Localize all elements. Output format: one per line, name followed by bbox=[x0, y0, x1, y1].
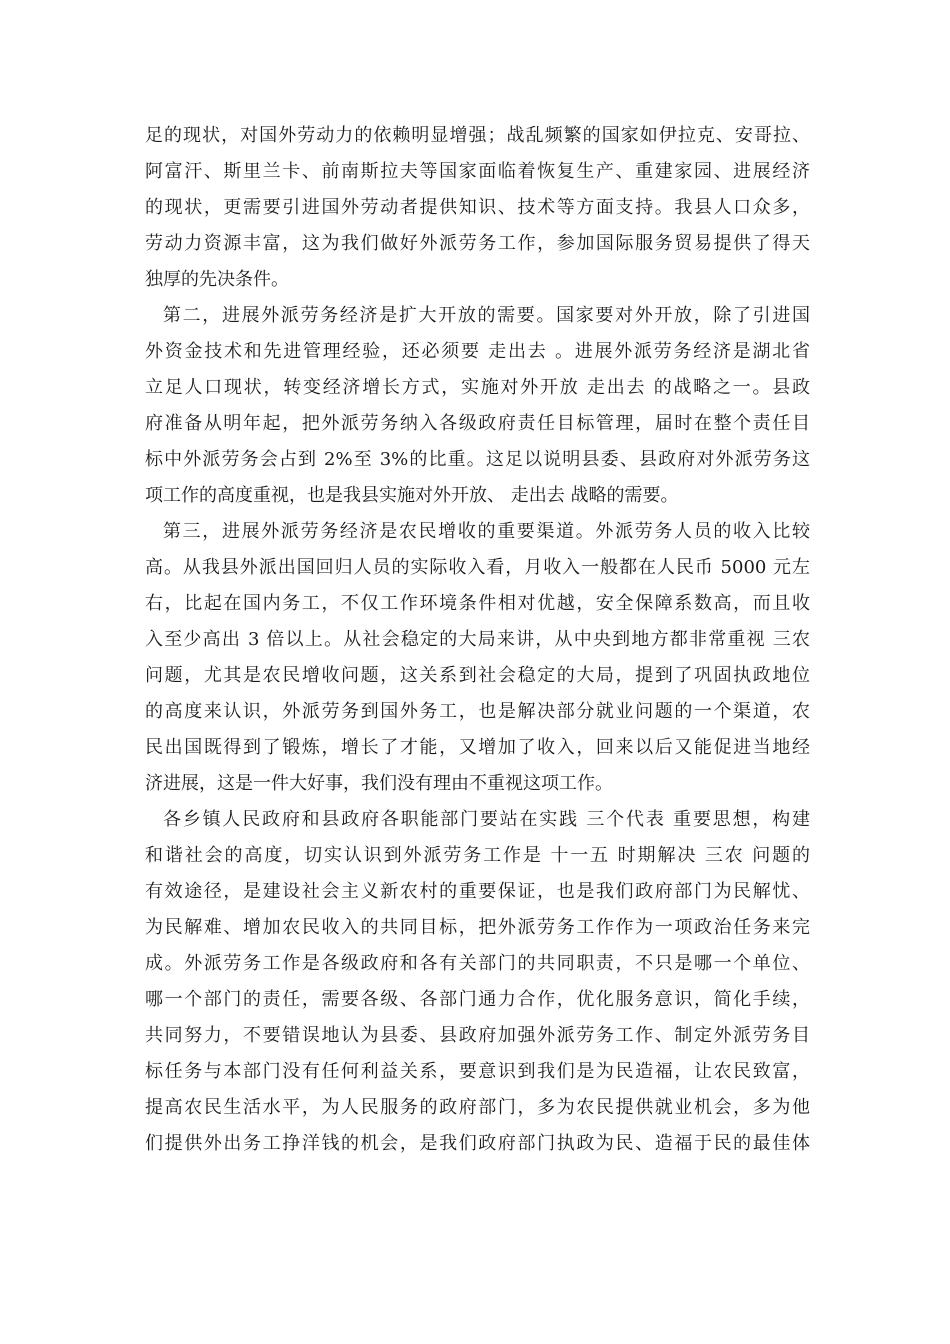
text-line: 足的现状，对国外劳动力的依赖明显增强；战乱频繁的国家如伊拉克、安哥拉、 bbox=[145, 125, 810, 146]
text-line: 立足人口现状，转变经济增长方式，实施对外开放 走出去 的战略之一。县政 bbox=[145, 377, 810, 398]
paragraph-first-line: 各乡镇人民政府和县政府各职能部门要站在实践 三个代表 重要思想，构建 bbox=[163, 809, 810, 830]
text-line: 标任务与本部门没有任何利益关系，要意识到我们是为民造福，让农民致富， bbox=[145, 1061, 810, 1082]
text-line: 成。外派劳务工作是各级政府和各有关部门的共同职责，不只是哪一个单位、 bbox=[145, 953, 810, 974]
text-line: 问题，尤其是农民增收问题，这关系到社会稳定的大局，提到了巩固执政地位 bbox=[145, 665, 810, 686]
text-line: 项工作的高度重视，也是我县实施对外开放、 走出去 战略的需要。 bbox=[145, 485, 679, 506]
body-text bbox=[145, 118, 810, 1162]
text-line: 民出国既得到了锻炼，增长了才能，又增加了收入，回来以后又能促进当地经 bbox=[145, 737, 810, 758]
text-line: 劳动力资源丰富，这为我们做好外派劳务工作，参加国际服务贸易提供了得天 bbox=[145, 233, 810, 254]
paragraph-first-line: 第二，进展外派劳务经济是扩大开放的需要。国家要对外开放，除了引进国 bbox=[163, 305, 810, 326]
text-line: 有效途径，是建设社会主义新农村的重要保证，也是我们政府部门为民解忧、 bbox=[145, 881, 810, 902]
text-line: 的高度来认识，外派劳务到国外务工，也是解决部分就业问题的一个渠道，农 bbox=[145, 701, 810, 722]
text-line: 独厚的先决条件。 bbox=[145, 269, 289, 290]
text-line: 入至少高出 3 倍以上。从社会稳定的大局来讲，从中央到地方都非常重视 三农 bbox=[145, 629, 810, 650]
text-line: 标中外派劳务会占到 2%至 3%的比重。这足以说明县委、县政府对外派劳务这 bbox=[145, 449, 810, 470]
text-line: 济进展，这是一件大好事，我们没有理由不重视这项工作。 bbox=[145, 773, 613, 794]
text-line: 提高农民生活水平，为人民服务的政府部门，多为农民提供就业机会，多为他 bbox=[145, 1097, 810, 1118]
text-line: 的现状，更需要引进国外劳动者提供知识、技术等方面支持。我县人口众多， bbox=[145, 197, 810, 218]
text-line: 阿富汗、斯里兰卡、前南斯拉夫等国家面临着恢复生产、重建家园、进展经济 bbox=[145, 161, 810, 182]
text-line: 为民解难、增加农民收入的共同目标，把外派劳务工作作为一项政治任务来完 bbox=[145, 917, 810, 938]
text-line: 高。从我县外派出国回归人员的实际收入看，月收入一般都在人民币 5000 元左 bbox=[145, 557, 810, 578]
text-line: 外资金技术和先进管理经验，还必须要 走出去 。进展外派劳务经济是湖北省 bbox=[145, 341, 810, 362]
text-line: 们提供外出务工挣洋钱的机会，是我们政府部门执政为民、造福于民的最佳体 bbox=[145, 1133, 810, 1154]
text-line: 哪一个部门的责任，需要各级、各部门通力合作，优化服务意识，简化手续， bbox=[145, 989, 810, 1010]
text-line: 右，比起在国内务工，不仅工作环境条件相对优越，安全保障系数高，而且收 bbox=[145, 593, 810, 614]
text-line: 共同努力，不要错误地认为县委、县政府加强外派劳务工作、制定外派劳务目 bbox=[145, 1025, 810, 1046]
text-line: 和谐社会的高度，切实认识到外派劳务工作是 十一五 时期解决 三农 问题的 bbox=[145, 845, 810, 866]
text-line: 府准备从明年起，把外派劳务纳入各级政府责任目标管理，届时在整个责任目 bbox=[145, 413, 810, 434]
paragraph-first-line: 第三，进展外派劳务经济是农民增收的重要渠道。外派劳务人员的收入比较 bbox=[163, 521, 810, 542]
